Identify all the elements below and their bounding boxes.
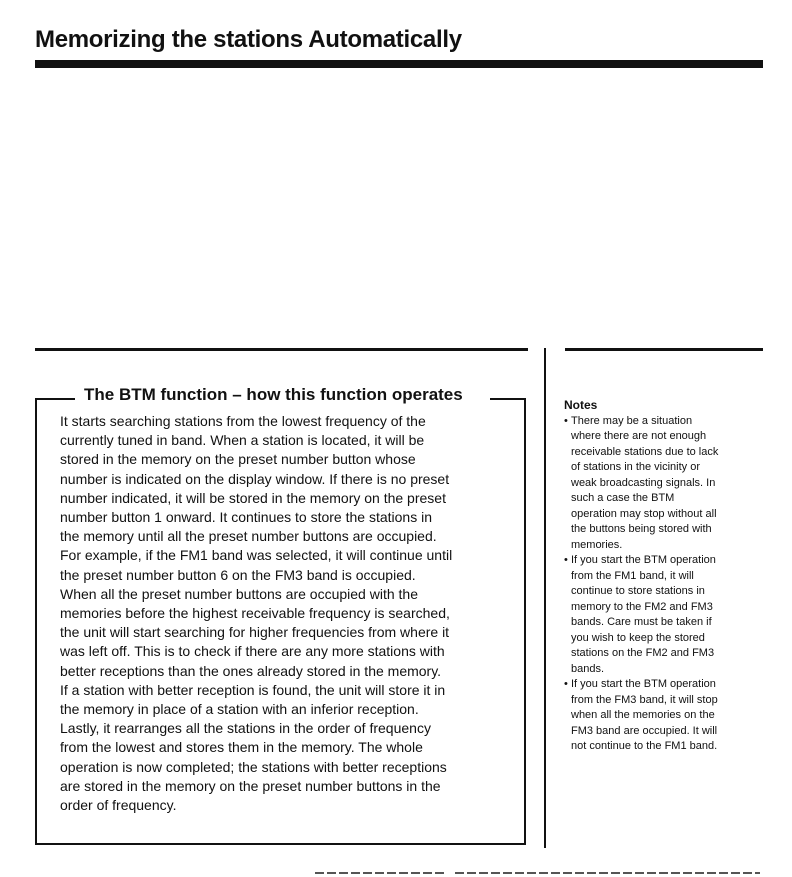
body-line: If a station with better reception is found, the unit will store it in <box>60 681 446 698</box>
note-line: stations on the FM2 and FM3 <box>571 647 715 659</box>
body-line: better receptions than the ones already stored in the memory. <box>60 662 442 679</box>
note-line: If you start the BTM operation <box>571 554 716 566</box>
body-line: was left off. This is to check if there are any more stations with <box>60 643 445 660</box>
note-line: bands. Care must be taken if <box>571 616 712 628</box>
body-line: It starts searching stations from the lowest frequency of the <box>60 413 426 429</box>
body-line: For example, if the FM1 band was selected, it will continue until <box>60 547 453 564</box>
body-line: from the lowest and stores them in the memory. The whole <box>60 739 423 756</box>
note-line: operation may stop without all <box>571 507 717 520</box>
body-line: are stored in the memory on the preset number buttons in the <box>60 777 441 794</box>
column-divider <box>544 348 546 848</box>
title-rule <box>35 60 763 68</box>
body-line: When all the preset number buttons are occupied with the <box>60 585 418 602</box>
right-column-rule <box>565 348 763 351</box>
footer-dash-line <box>315 872 445 874</box>
note-line: receivable stations due to lack <box>571 445 719 458</box>
note-line: There may be a situation <box>571 414 693 427</box>
body-line: operation is now completed; the stations with better receptions <box>60 758 447 775</box>
body-line: number is indicated on the display window. If there is no preset <box>60 470 450 487</box>
note-line: of stations in the vicinity or <box>571 461 701 473</box>
body-line: the unit will start searching for higher frequencies from where it <box>60 624 450 641</box>
box-top-border-left <box>35 398 75 400</box>
body-line: currently tuned in band. When a station is located, it will be <box>60 432 425 449</box>
note-line: you wish to keep the stored <box>571 631 705 644</box>
note-line: weak broadcasting signals. In <box>571 476 716 489</box>
footer-dash-line <box>455 872 760 874</box>
note-line: not continue to the FM1 band. <box>571 740 718 752</box>
note-line: when all the memories on the <box>571 709 715 721</box>
body-line: Lastly, it rearranges all the stations in the order of frequency <box>60 720 431 737</box>
body-line: the memory until all the preset number buttons are occupied. <box>60 528 437 545</box>
note-line: where there are not enough <box>571 430 707 442</box>
note-line: the buttons being stored with <box>571 523 712 535</box>
notes-title: Notes <box>564 398 598 412</box>
note-line: continue to store stations in <box>571 585 705 597</box>
note-line: from the FM1 band, it will <box>571 569 694 582</box>
note-line: from the FM3 band, it will stop <box>571 693 718 706</box>
note-item <box>564 677 764 755</box>
note-line: If you start the BTM operation <box>571 678 716 690</box>
page-title: Memorizing the stations Automatically <box>35 26 462 53</box>
note-item <box>564 414 764 554</box>
body-line: the memory in place of a station with an inferior reception. <box>60 701 419 718</box>
note-line: FM3 band are occupied. It will <box>571 724 718 737</box>
note-item <box>564 553 764 677</box>
note-line: such a case the BTM <box>571 492 675 504</box>
left-column-rule <box>35 348 528 351</box>
note-line: bands. <box>571 662 605 675</box>
note-line: memory to the FM2 and FM3 <box>571 600 713 613</box>
body-line: order of frequency. <box>60 797 177 814</box>
body-line: memories before the highest receivable frequency is searched, <box>60 605 450 622</box>
note-line: memories. <box>571 538 623 551</box>
body-line: number button 1 onward. It continues to store the stations in <box>60 509 432 526</box>
box-top-border-right <box>490 398 526 400</box>
btm-function-heading: The BTM function – how this function operates <box>80 385 467 405</box>
notes-section <box>564 398 764 755</box>
bullet-icon: • <box>564 678 568 690</box>
bullet-icon: • <box>564 554 568 566</box>
body-line: stored in the memory on the preset number button whose <box>60 451 416 468</box>
bullet-icon: • <box>564 414 568 427</box>
body-line: number indicated, it will be stored in the memory on the preset <box>60 489 446 506</box>
btm-function-text <box>60 412 520 815</box>
body-line: the preset number button 6 on the FM3 band is occupied. <box>60 566 416 583</box>
